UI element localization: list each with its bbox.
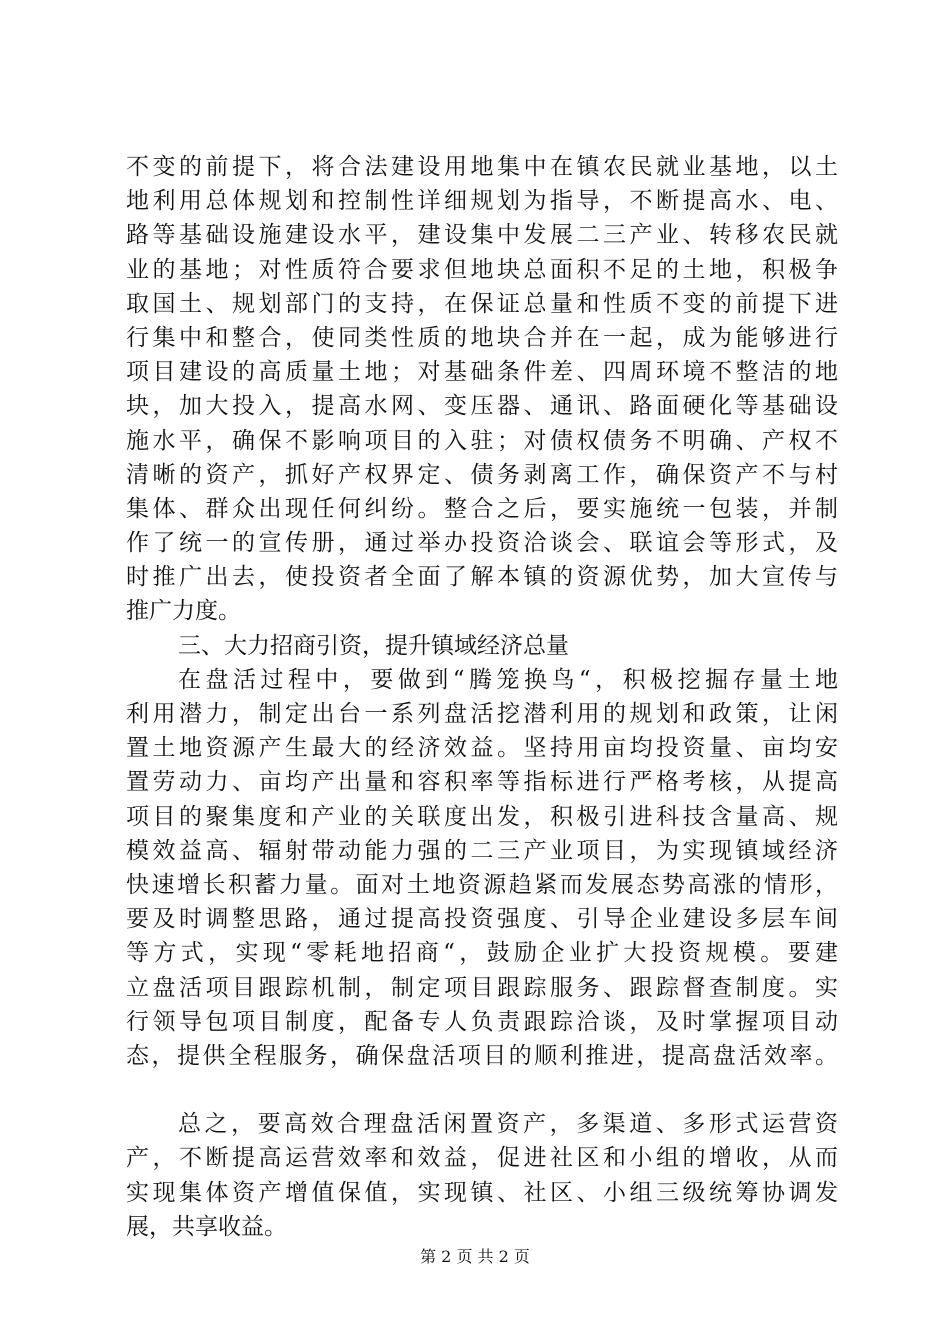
text-line: 取国土、规划部门的支持，在保证总量和性质不变的前提下进 — [126, 290, 838, 317]
text-line: 展，共享收益。 — [126, 1213, 287, 1240]
text-line: 作了统一的宣传册，通过举办投资洽谈会、联谊会等形式，及 — [126, 530, 838, 557]
text-line: 态，提供全程服务，确保盘活项目的顺利推进，提高盘活效率。 — [126, 1042, 838, 1069]
text-line: 业的基地；对性质符合要求但地块总面积不足的土地，积极争 — [126, 256, 838, 283]
text-line: 产，不断提高运营效率和效益，促进社区和小组的增收，从而 — [126, 1145, 838, 1172]
text-line: 快速增长积蓄力量。面对土地资源趋紧而发展态势高涨的情形， — [126, 871, 838, 898]
text-line: 实现集体资产增值保值，实现镇、社区、小组三级统筹协调发 — [126, 1179, 838, 1206]
text-line: 清晰的资产，抓好产权界定、债务剥离工作，确保资产不与村 — [126, 461, 838, 488]
text-line: 置劳动力、亩均产出量和容积率等指标进行严格考核，从提高 — [126, 769, 838, 796]
text-line: 等方式，实现“零耗地招商“，鼓励企业扩大投资规模。要建 — [126, 940, 838, 967]
text-line: 时推广出去，使投资者全面了解本镇的资源优势，加大宣传与 — [126, 564, 838, 591]
paragraph-spacer — [126, 1073, 838, 1107]
text-line: 要及时调整思路，通过提高投资强度、引导企业建设多层车间 — [126, 906, 838, 933]
text-line: 施水平，确保不影响项目的入驻；对债权债务不明确、产权不 — [126, 427, 838, 454]
text-line: 总之，要高效合理盘活闲置资产，多渠道、多形式运营资 — [178, 1111, 838, 1138]
paragraph-2 — [126, 663, 838, 1073]
text-line: 置土地资源产生最大的经济效益。坚持用亩均投资量、亩均安 — [126, 735, 838, 762]
text-line: 项目的聚集度和产业的关联度出发，积极引进科技含量高、规 — [126, 803, 838, 830]
text-line: 推广力度。 — [126, 598, 241, 625]
text-line: 块，加大投入，提高水网、变压器、通讯、路面硬化等基础设 — [126, 393, 838, 420]
section-heading: 三、大力招商引资，提升镇域经济总量 — [178, 632, 569, 659]
text-line: 模效益高、辐射带动能力强的二三产业项目，为实现镇域经济 — [126, 837, 838, 864]
text-line: 立盘活项目跟踪机制，制定项目跟踪服务、跟踪督查制度。实 — [126, 974, 838, 1001]
page-number-footer: 第 2 页 共 2 页 — [420, 1247, 530, 1266]
document-body — [126, 150, 838, 1244]
text-line: 地利用总体规划和控制性详细规划为指导，不断提高水、电、 — [126, 188, 838, 215]
text-line: 行领导包项目制度，配备专人负责跟踪洽谈，及时掌握项目动 — [126, 1008, 838, 1035]
paragraph-3 — [126, 1107, 838, 1244]
text-line: 在盘活过程中，要做到“腾笼换鸟“，积极挖掘存量土地 — [178, 666, 838, 693]
text-line: 路等基础设施建设水平，建设集中发展二三产业、转移农民就 — [126, 222, 838, 249]
text-line: 行集中和整合，使同类性质的地块合并在一起，成为能够进行 — [126, 324, 838, 351]
text-line: 集体、群众出现任何纠纷。整合之后，要实施统一包装，并制 — [126, 495, 838, 522]
paragraph-1 — [126, 150, 838, 629]
text-line: 项目建设的高质量土地；对基础条件差、四周环境不整洁的地 — [126, 359, 838, 386]
text-line: 利用潜力，制定出台一系列盘活挖潜利用的规划和政策，让闲 — [126, 701, 838, 727]
text-line: 不变的前提下，将合法建设用地集中在镇农民就业基地，以土 — [126, 154, 838, 180]
